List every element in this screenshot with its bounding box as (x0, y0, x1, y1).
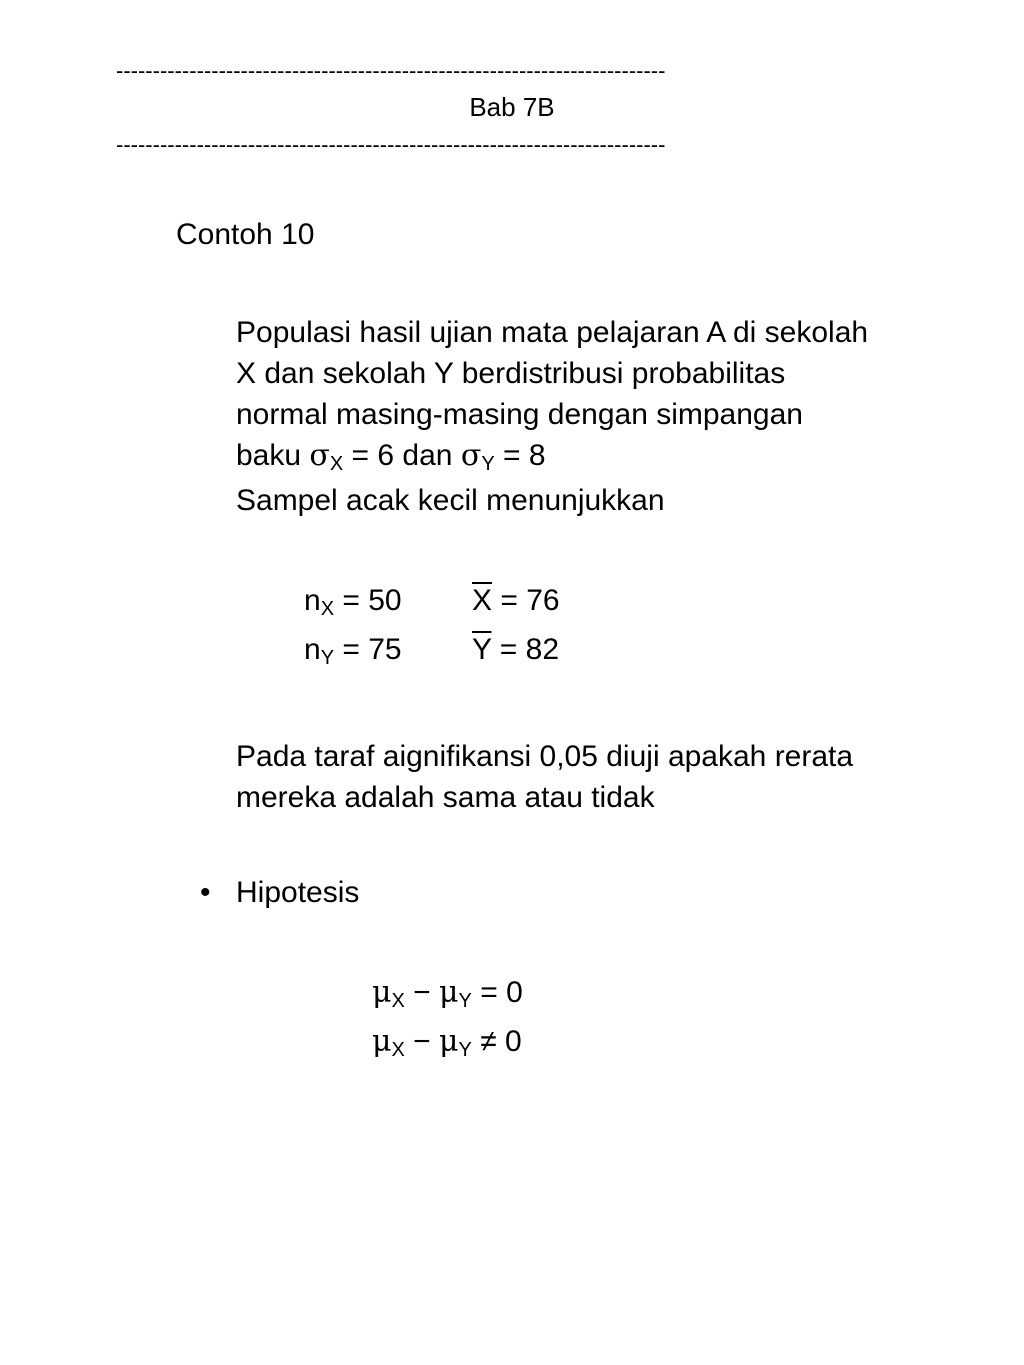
sample-nx (304, 584, 402, 618)
question-line-1: Pada taraf aignifikansi 0,05 diuji apakah rerata (236, 740, 854, 773)
page-title: Bab 7B (469, 92, 555, 122)
mu-subscript-x: X (391, 990, 405, 1012)
mu-symbol-x: μ (372, 1024, 392, 1059)
sample-ybar (472, 633, 559, 667)
header-bottom-divider: --------------------------------------------------------------------------- (116, 132, 666, 157)
sample-xbar (472, 584, 560, 618)
sigma-subscript-x: X (329, 453, 344, 475)
sigma-x-value: = 6 dan (343, 439, 461, 472)
header-top-divider: --------------------------------------------------------------------------- (116, 58, 666, 83)
h0-tail: = 0 (471, 976, 523, 1009)
ny-subscript: Y (320, 647, 335, 669)
minus-sign: − (404, 1025, 440, 1058)
problem-line-3: normal masing-masing dengan simpangan (236, 398, 803, 431)
problem-paragraph (236, 312, 868, 476)
mu-subscript-x: X (391, 1039, 405, 1061)
nx-value: = 50 (334, 584, 402, 617)
problem-line-2: X dan sekolah Y berdistribusi probabilitas (236, 357, 786, 390)
question-line-2: mereka adalah sama atau tidak (236, 781, 655, 814)
example-heading: Contoh 10 (176, 218, 315, 251)
sigma-symbol-x: σ (309, 438, 330, 473)
sigma-subscript-y: Y (481, 453, 495, 475)
baku-prefix: baku (236, 439, 310, 472)
bullet-hipotesis: Hipotesis (236, 876, 360, 909)
xbar-value: = 76 (492, 584, 560, 617)
question-paragraph (236, 736, 853, 818)
sigma-symbol-y: σ (460, 438, 482, 473)
hypothesis-alternative (372, 1025, 522, 1059)
ybar-symbol: $\overline{Y}$ (472, 633, 492, 666)
problem-line-1: Populasi hasil ujian mata pelajaran A di sekolah (236, 316, 869, 349)
ny-value: = 75 (334, 633, 402, 666)
minus-sign: − (404, 976, 440, 1009)
problem-line-4 (236, 435, 868, 476)
sample-ny (304, 633, 402, 667)
xbar-symbol: $\overline{X}$ (472, 584, 493, 617)
mu-symbol-x: μ (372, 975, 392, 1010)
nx-subscript: X (320, 598, 335, 620)
h1-tail: ≠ 0 (471, 1025, 522, 1058)
mu-subscript-y: Y (458, 1039, 472, 1061)
ny-symbol: n (304, 633, 321, 666)
mu-symbol-y: μ (439, 975, 459, 1010)
mu-symbol-y: μ (439, 1024, 459, 1059)
mu-subscript-y: Y (458, 990, 472, 1012)
ybar-value: = 82 (491, 633, 560, 666)
hypothesis-null (372, 976, 523, 1010)
bullet-icon: • (200, 876, 211, 909)
sample-intro: Sampel acak kecil menunjukkan (236, 484, 665, 517)
nx-symbol: n (304, 584, 321, 617)
sigma-y-value: = 8 (494, 439, 546, 472)
